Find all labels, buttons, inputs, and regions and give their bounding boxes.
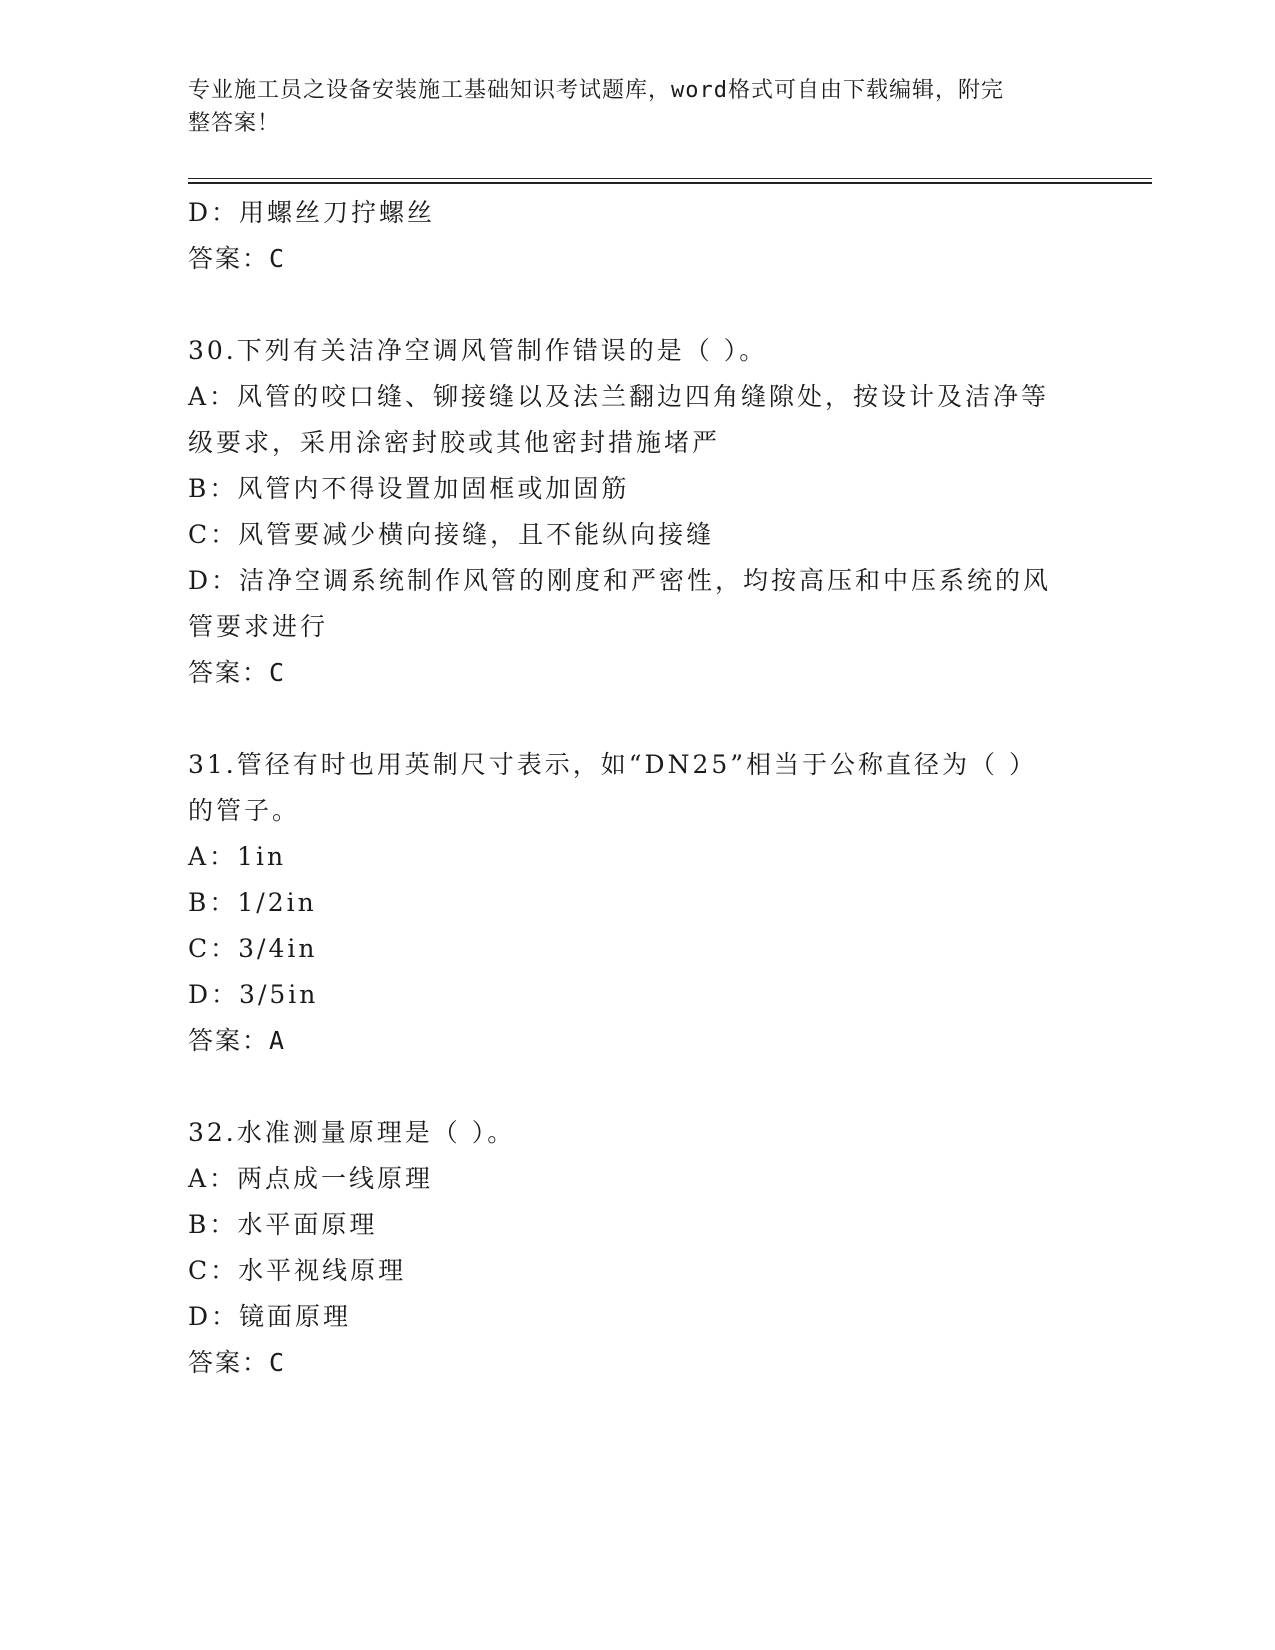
answer-label: 答案： — [188, 1026, 270, 1055]
prev-option-d: D：用螺丝刀拧螺丝 — [188, 198, 436, 227]
answer-label: 答案： — [188, 1348, 270, 1377]
option-a: A：两点成一线原理 — [188, 1164, 434, 1193]
option-b: B：水平面原理 — [188, 1210, 378, 1239]
answer — [188, 650, 1088, 696]
question-32 — [188, 1110, 1088, 1386]
header-line-2: 整答案！ — [188, 111, 281, 136]
option-c: C：水平视线原理 — [188, 1256, 407, 1285]
option-c: C：风管要减少横向接缝，且不能纵向接缝 — [188, 520, 715, 549]
answer-label: 答案： — [188, 244, 270, 273]
question-stem: 32.水准测量原理是（ ）。 — [188, 1118, 516, 1147]
option-d-cont: 管要求进行 — [188, 612, 329, 641]
question-stem-cont: 的管子。 — [188, 796, 301, 825]
question-stem: 30.下列有关洁净空调风管制作错误的是（ ）。 — [188, 336, 768, 365]
option-b: B：1/2in — [188, 888, 317, 917]
question-list — [188, 190, 1088, 1386]
option-b: B：风管内不得设置加固框或加固筋 — [188, 474, 630, 503]
question-30 — [188, 328, 1088, 696]
question-31 — [188, 742, 1088, 1064]
answer-value: C — [269, 1348, 287, 1377]
answer — [188, 1018, 1088, 1064]
document-header — [188, 74, 1068, 140]
answer-value: A — [269, 1026, 287, 1055]
header-divider-thick — [188, 182, 1152, 184]
option-d: D：洁净空调系统制作风管的刚度和严密性，均按高压和中压系统的风 — [188, 566, 1052, 595]
answer — [188, 1340, 1088, 1386]
answer-value: C — [269, 244, 287, 273]
option-a: A：风管的咬口缝、铆接缝以及法兰翻边四角缝隙处，按设计及洁净等 — [188, 382, 1050, 411]
header-line-1: 专业施工员之设备安装施工基础知识考试题库，word格式可自由下载编辑，附完 — [188, 78, 1004, 103]
option-a: A：1in — [188, 842, 287, 871]
option-a-cont: 级要求，采用涂密封胶或其他密封措施堵严 — [188, 428, 721, 457]
question-stem: 31.管径有时也用英制尺寸表示，如“DN25”相当于公称直径为（ ） — [188, 750, 1037, 779]
option-c: C：3/4in — [188, 934, 318, 963]
header-divider-thin — [188, 178, 1152, 179]
option-d: D：3/5in — [188, 980, 319, 1009]
option-d: D：镜面原理 — [188, 1302, 352, 1331]
answer-value: C — [269, 658, 287, 687]
answer-label: 答案： — [188, 658, 270, 687]
prev-answer — [188, 236, 1088, 282]
